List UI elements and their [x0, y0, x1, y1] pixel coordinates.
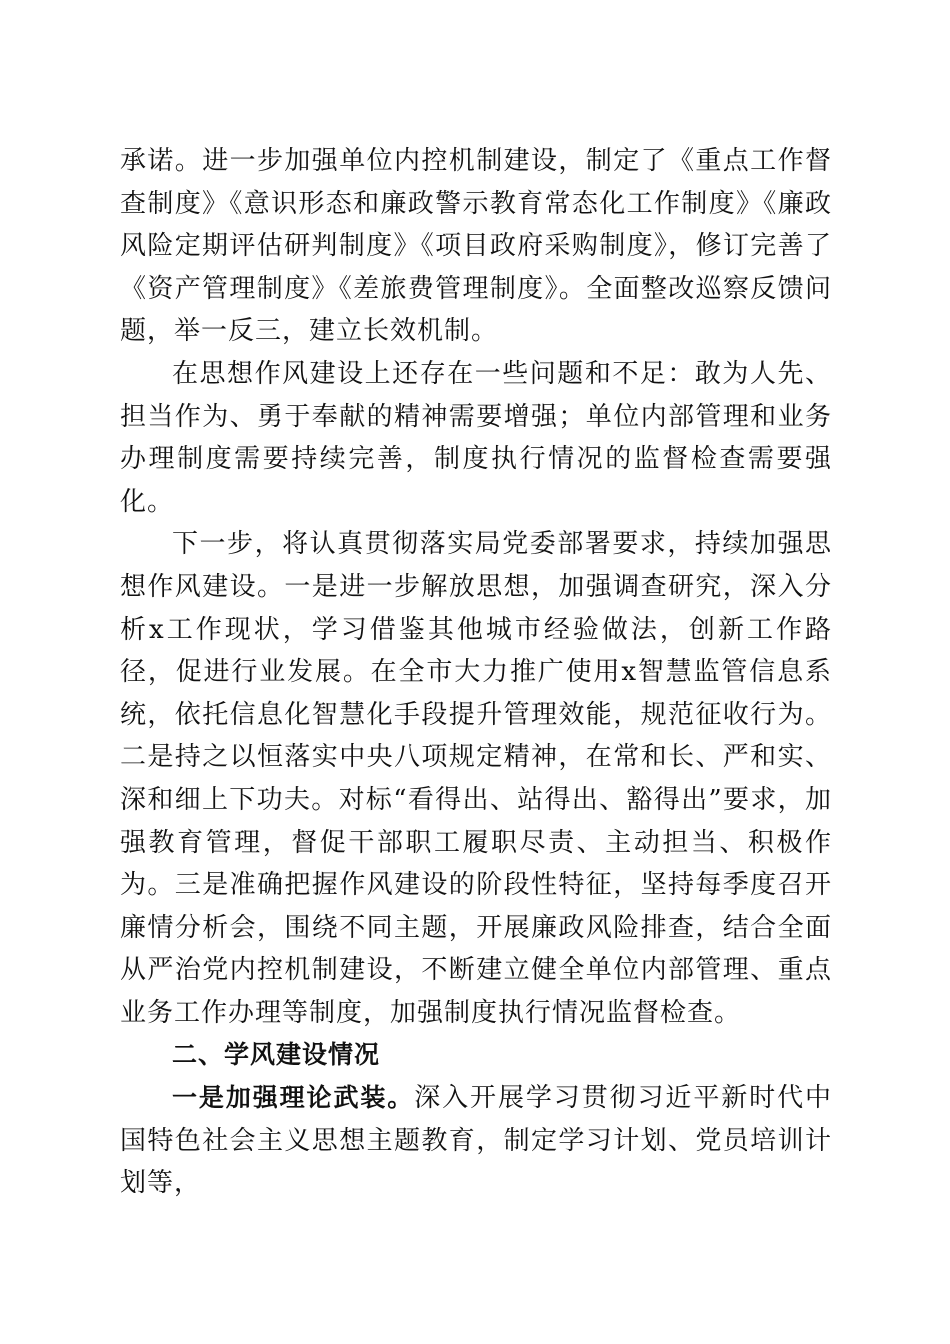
- document-body: [120, 140, 832, 1205]
- paragraph-lead-phrase: 一是加强理论武装。: [172, 1083, 415, 1113]
- paragraph-problems: 在思想作风建设上还存在一些问题和不足：敢为人先、担当作为、勇于奉献的精神需要增强；单位内部管理和业务办理制度需要持续完善，制度执行情况的监督检查需要强化。: [120, 358, 832, 517]
- paragraph-study-text: 深入开展学习贯彻习近平新时代中国特色社会主义思想主题教育，制定学习计划、党员培训计划等，: [120, 1083, 832, 1199]
- paragraph-continuation: 承诺。进一步加强单位内控机制建设，制定了《重点工作督查制度》《意识形态和廉政警示教育常态化工作制度》《廉政风险定期评估研判制度》《项目政府采购制度》，修订完善了《资产管理制度》《差旅费管理制度》。全面整改巡察反馈问题，举一反三，建立长效机制。: [120, 146, 832, 347]
- paragraph-next-steps: 下一步，将认真贯彻落实局党委部署要求，持续加强思想作风建设。一是进一步解放思想，加强调查研究，深入分析x工作现状，学习借鉴其他城市经验做法，创新工作路径，促进行业发展。在全市大力推广使用x智慧监管信息系统，依托信息化智慧化手段提升管理效能，规范征收行为。二是持之以恒落实中央八项规定精神，在常和长、严和实、深和细上下功夫。对标“看得出、站得出、豁得出”要求，加强教育管理，督促干部职工履职尽责、主动担当、积极作为。三是准确把握作风建设的阶段性特征，坚持每季度召开廉情分析会，围绕不同主题，开展廉政风险排查，结合全面从严治党内控机制建设，不断建立健全单位内部管理、重点业务工作办理等制度，加强制度执行情况监督检查。: [120, 529, 832, 1028]
- paragraph-study: [120, 1077, 832, 1205]
- section-heading: 二、学风建设情况: [172, 1040, 381, 1070]
